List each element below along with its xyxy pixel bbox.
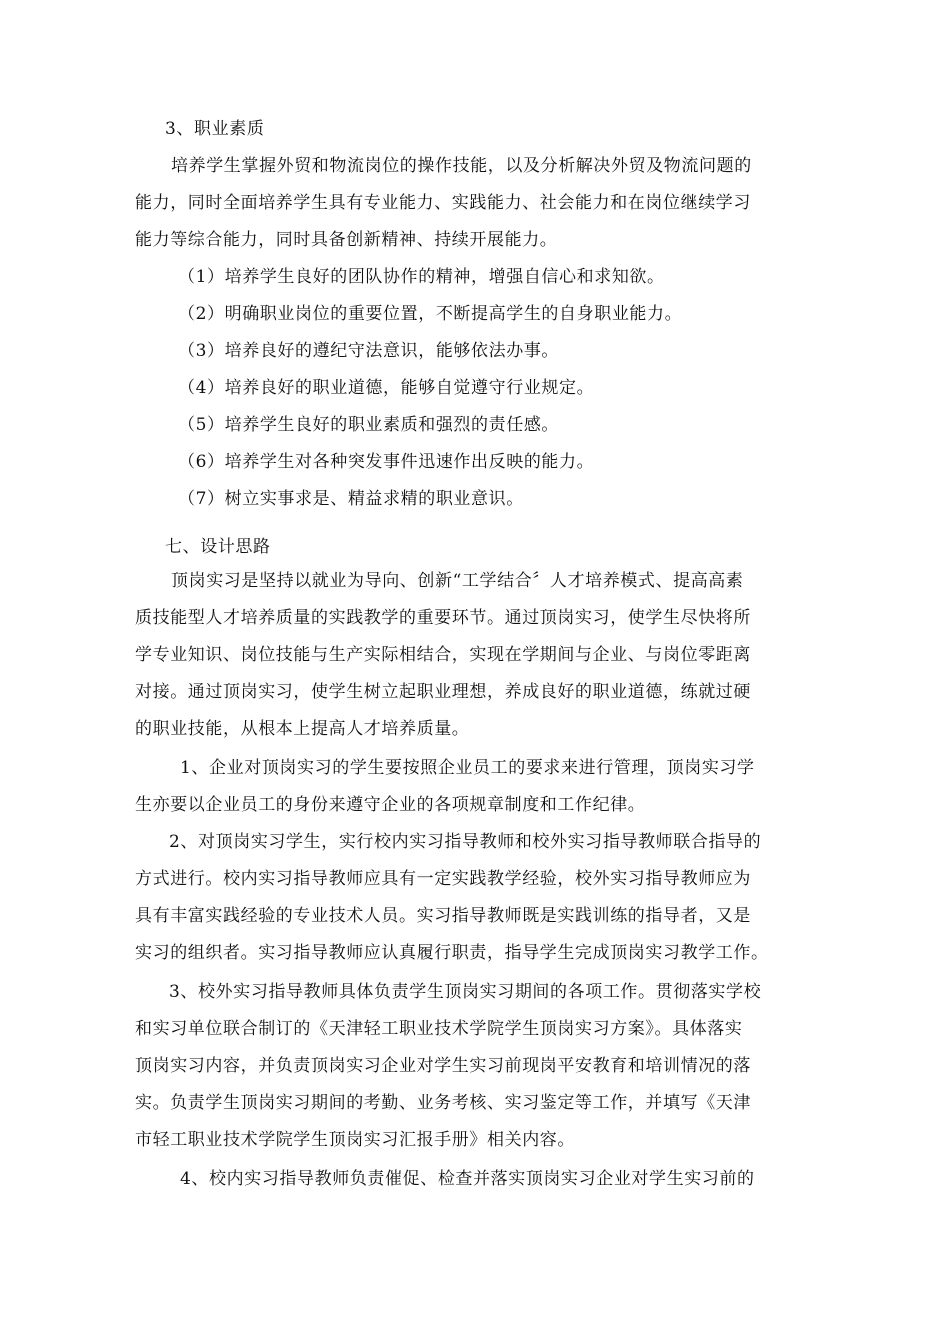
list-item: （2）明确职业岗位的重要位置，不断提高学生的自身职业能力。: [178, 304, 683, 324]
paragraph-line: 顶岗实习是坚持以就业为导向、创新“工学结合〞人才培养模式、提高高素: [171, 571, 744, 591]
section-heading-quality: 3、职业素质: [165, 119, 265, 139]
paragraph-line: 生亦要以企业员工的身份来遵守企业的各项规章制度和工作纪律。: [135, 795, 646, 815]
paragraph-line: 和实习单位联合制订的《天津轻工职业技术学院学生顶岗实习方案》。具体落实: [135, 1019, 743, 1039]
paragraph-line: 质技能型人才培养质量的实践教学的重要环节。通过顶岗实习，使学生尽快将所: [135, 608, 751, 628]
paragraph-line: 培养学生掌握外贸和物流岗位的操作技能，以及分析解决外贸及物流问题的: [171, 156, 752, 176]
paragraph-line: 学专业知识、岗位技能与生产实际相结合，实现在学期间与企业、与岗位零距离: [135, 645, 751, 665]
paragraph-line: 4、校内实习指导教师负责催促、检查并落实顶岗实习企业对学生实习前的: [180, 1169, 755, 1189]
list-item: （6）培养学生对各种突发事件迅速作出反映的能力。: [178, 452, 595, 472]
list-item: （1）培养学生良好的团队协作的精神，增强自信心和求知欲。: [178, 267, 665, 287]
list-item: （4）培养良好的职业道德，能够自觉遵守行业规定。: [178, 378, 595, 398]
paragraph-line: 能力等综合能力，同时具备创新精神、持续开展能力。: [135, 230, 558, 250]
list-item: （7）树立实事求是、精益求精的职业意识。: [178, 489, 524, 509]
section-heading-design: 七、设计思路: [165, 537, 271, 557]
paragraph-line: 对接。通过顶岗实习，使学生树立起职业理想，养成良好的职业道德，练就过硬: [135, 682, 751, 702]
paragraph-line: 方式进行。校内实习指导教师应具有一定实践教学经验，校外实习指导教师应为: [135, 869, 751, 889]
list-item: （5）培养学生良好的职业素质和强烈的责任感。: [178, 415, 560, 435]
paragraph-line: 2、对顶岗实习学生，实行校内实习指导教师和校外实习指导教师联合指导的: [169, 832, 762, 852]
paragraph-line: 3、校外实习指导教师具体负责学生顶岗实习期间的各项工作。贯彻落实学校: [169, 982, 762, 1002]
paragraph-line: 实习的组织者。实习指导教师应认真履行职责，指导学生完成顶岗实习教学工作。: [135, 943, 769, 963]
list-item: （3）培养良好的遵纪守法意识，能够依法办事。: [178, 341, 560, 361]
paragraph-line: 市轻工职业技术学院学生顶岗实习汇报手册》相关内容。: [135, 1130, 575, 1150]
paragraph-line: 1、企业对顶岗实习的学生要按照企业员工的要求来进行管理，顶岗实习学: [180, 758, 755, 778]
paragraph-line: 顶岗实习内容，并负责顶岗实习企业对学生实习前现岗平安教育和培训情况的落: [135, 1056, 751, 1076]
paragraph-line: 的职业技能，从根本上提高人才培养质量。: [135, 719, 470, 739]
paragraph-line: 具有丰富实践经验的专业技术人员。实习指导教师既是实践训练的指导者，又是: [135, 906, 751, 926]
paragraph-line: 能力，同时全面培养学生具有专业能力、实践能力、社会能力和在岗位继续学习: [135, 193, 751, 213]
paragraph-line: 实。负责学生顶岗实习期间的考勤、业务考核、实习鉴定等工作，并填写《天津: [135, 1093, 751, 1113]
